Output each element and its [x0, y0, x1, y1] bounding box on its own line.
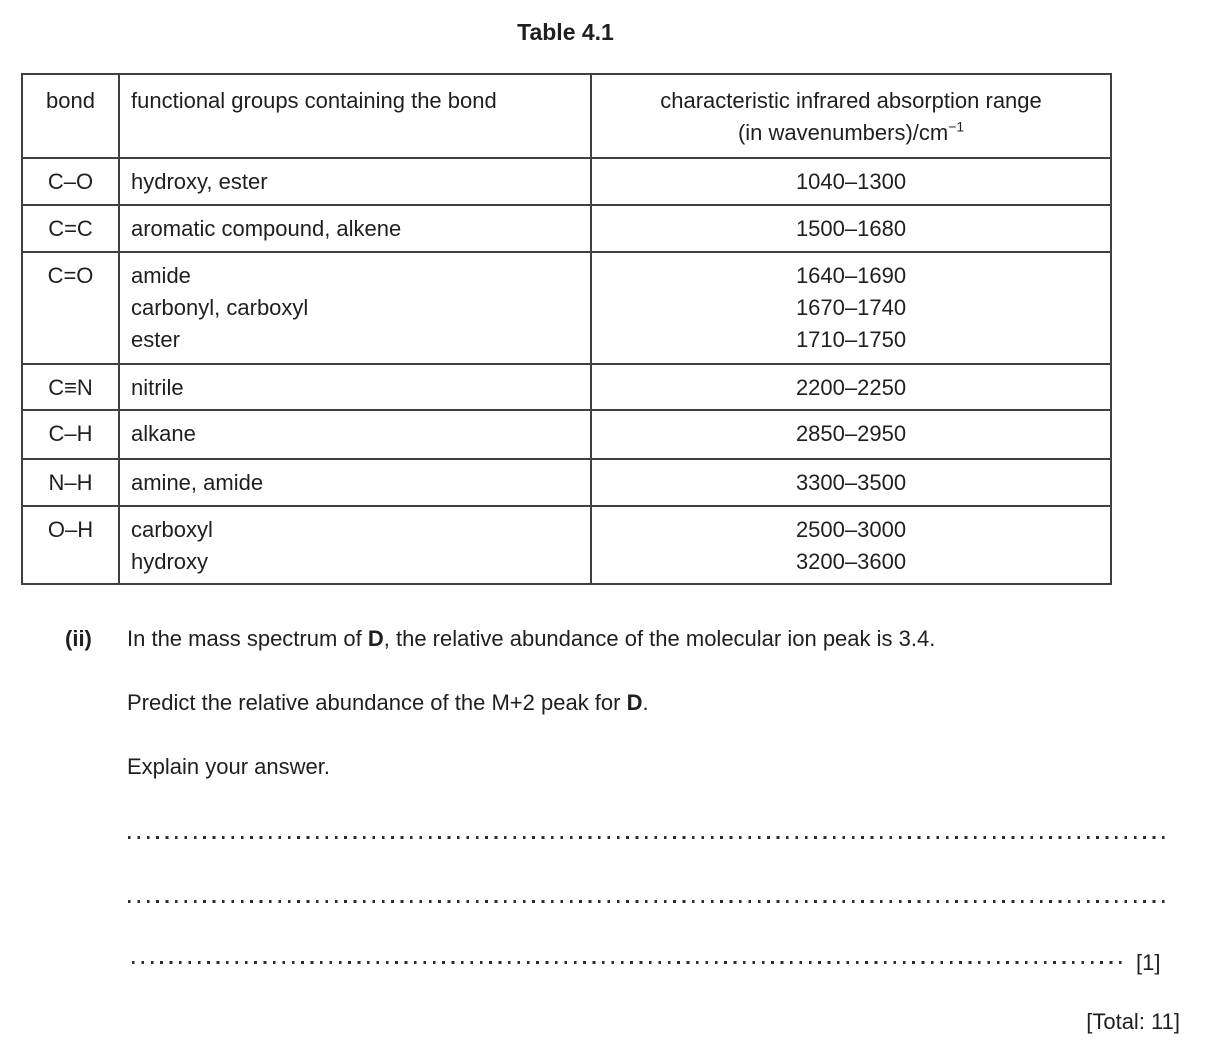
question-part-label: (ii)	[65, 626, 92, 651]
groups-cell: hydroxy, ester	[119, 158, 591, 205]
table-row	[22, 364, 1111, 410]
compound-d-bold: D	[367, 626, 384, 651]
table-row	[22, 506, 1111, 584]
total-marks-label: [Total: 11]	[1086, 1009, 1180, 1034]
bond-cell: N–H	[22, 459, 119, 506]
question-line-3: Explain your answer.	[127, 754, 330, 779]
wavenumber-exponent: −1	[948, 118, 965, 135]
ir-absorption-table	[21, 73, 1112, 585]
bond-cell: C–O	[22, 158, 119, 205]
table-row	[22, 158, 1111, 205]
question-mark-badge: [1]	[1136, 950, 1161, 975]
bond-cell: O–H	[22, 506, 119, 584]
table-row	[22, 252, 1111, 364]
groups-cell: amide carbonyl, carboxyl ester	[119, 252, 591, 364]
question-line-2: Predict the relative abundance of the M+2 peak for D.	[127, 690, 649, 715]
table-row	[22, 410, 1111, 459]
table-header-row	[22, 74, 1111, 158]
range-cell: 1040–1300	[591, 158, 1111, 205]
answer-line-3[interactable]	[132, 961, 1125, 964]
range-cell: 2850–2950	[591, 410, 1111, 459]
bond-cell: C=O	[22, 252, 119, 364]
range-cell: 1640–1690 1670–1740 1710–1750	[591, 252, 1111, 364]
col-header-bond: bond	[22, 74, 119, 158]
bond-cell: C–H	[22, 410, 119, 459]
groups-cell: nitrile	[119, 364, 591, 410]
bond-cell: C≡N	[22, 364, 119, 410]
range-cell: 2200–2250	[591, 364, 1111, 410]
col-header-range	[591, 74, 1111, 158]
groups-cell: carboxyl hydroxy	[119, 506, 591, 584]
bond-cell: C=C	[22, 205, 119, 252]
range-cell: 1500–1680	[591, 205, 1111, 252]
table-row	[22, 205, 1111, 252]
groups-cell: alkane	[119, 410, 591, 459]
range-cell: 3300–3500	[591, 459, 1111, 506]
col-header-range-line2: (in $wavenumbers)/cm^{-1}$	[737, 118, 965, 145]
col-header-groups: functional groups containing the bond	[119, 74, 591, 158]
answer-line-2[interactable]	[128, 900, 1168, 903]
table-row	[22, 459, 1111, 506]
groups-cell: aromatic compound, alkene	[119, 205, 591, 252]
compound-d-bold: D	[626, 690, 643, 715]
groups-cell: amine, amide	[119, 459, 591, 506]
table-title: Table 4.1	[517, 19, 614, 45]
range-cell: 2500–3000 3200–3600	[591, 506, 1111, 584]
col-header-range-line1: characteristic infrared absorption range	[660, 88, 1042, 113]
answer-line-1[interactable]	[128, 836, 1168, 839]
question-line-1: In the mass spectrum of D, the relative abundance of the molecular ion peak is 3.4.	[127, 626, 936, 651]
